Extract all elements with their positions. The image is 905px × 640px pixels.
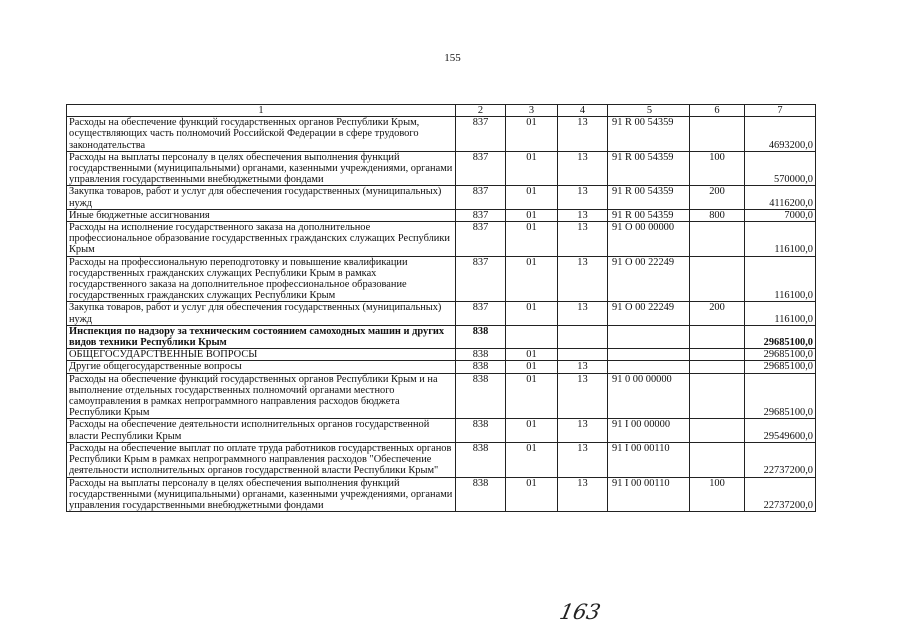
amount: 22737200,0 [745,477,816,512]
ministry-code: 838 [456,442,506,477]
amount: 116100,0 [745,256,816,302]
row-description: Расходы на выплаты персоналу в целях обеспечения выполнения функций государственными (муниципальными) органами, казенными учреждениями, органами управления государственными внебюджетными фондами [67,151,456,186]
row-description: Другие общегосударственные вопросы [67,361,456,373]
ministry-code: 838 [456,373,506,419]
target-article-code: 91 R 00 54359 [608,117,690,152]
row-description: Иные бюджетные ассигнования [67,209,456,221]
amount: 116100,0 [745,222,816,257]
ministry-code: 837 [456,222,506,257]
ministry-code: 838 [456,325,506,348]
section-code: 01 [506,151,558,186]
section-code: 01 [506,117,558,152]
section-code: 01 [506,186,558,209]
expense-type-code [690,442,745,477]
amount: 22737200,0 [745,442,816,477]
subsection-code: 13 [558,209,608,221]
row-description: Расходы на обеспечение деятельности исполнительных органов государственной власти Республики Крым [67,419,456,442]
section-code: 01 [506,442,558,477]
table-row [67,117,816,152]
ministry-code: 837 [456,151,506,186]
section-code: 01 [506,209,558,221]
column-header: 3 [506,105,558,117]
subsection-code: 13 [558,117,608,152]
table-row [67,151,816,186]
amount: 4693200,0 [745,117,816,152]
expense-type-code [690,373,745,419]
subsection-code: 13 [558,151,608,186]
row-description: Расходы на профессиональную переподготовку и повышение квалификации государственных гражданских служащих Республики Крым в рамках государственного заказа на дополнительное профессиональное образование государственных гражданских служащих Республики Крым [67,256,456,302]
column-header: 4 [558,105,608,117]
column-number-row [67,105,816,117]
expense-type-code: 200 [690,186,745,209]
amount: 29685100,0 [745,349,816,361]
amount: 29685100,0 [745,361,816,373]
ministry-code: 837 [456,186,506,209]
target-article-code: 91 I 00 00110 [608,477,690,512]
subsection-code: 13 [558,222,608,257]
section-code: 01 [506,302,558,325]
column-header: 5 [608,105,690,117]
handwritten-page-mark: 163 [557,600,603,624]
subsection-code: 13 [558,302,608,325]
row-description: Расходы на исполнение государственного заказа на дополнительное профессиональное образование государственных гражданских служащих Республики Крым [67,222,456,257]
section-code: 01 [506,361,558,373]
table-row [67,477,816,512]
subsection-code: 13 [558,256,608,302]
target-article-code: 91 0 00 00000 [608,373,690,419]
section-code: 01 [506,373,558,419]
row-description: Закупка товаров, работ и услуг для обеспечения государственных (муниципальных) нужд [67,186,456,209]
expense-type-code [690,222,745,257]
subsection-code: 13 [558,477,608,512]
ministry-code: 838 [456,361,506,373]
amount: 570000,0 [745,151,816,186]
table-row [67,186,816,209]
expense-type-code [690,256,745,302]
row-description: Расходы на обеспечение функций государственных органов Республики Крым, осуществляющих часть полномочий Российской Федерации в сфере трудового законодательства [67,117,456,152]
ministry-code: 837 [456,302,506,325]
column-header: 2 [456,105,506,117]
section-code: 01 [506,349,558,361]
table-row [67,302,816,325]
table-row [67,209,816,221]
target-article-code: 91 R 00 54359 [608,151,690,186]
table-row [67,325,816,348]
row-description: ОБЩЕГОСУДАРСТВЕННЫЕ ВОПРОСЫ [67,349,456,361]
table-row [67,222,816,257]
section-code: 01 [506,477,558,512]
expense-type-code [690,325,745,348]
row-description: Расходы на обеспечение выплат по оплате труда работников государственных органов Республики Крым в рамках непрограммного направления расходов "Обеспечение деятельности исполнительных органов государственной власти Республики Крым" [67,442,456,477]
row-description: Закупка товаров, работ и услуг для обеспечения государственных (муниципальных) нужд [67,302,456,325]
amount: 7000,0 [745,209,816,221]
target-article-code [608,325,690,348]
subsection-code: 13 [558,186,608,209]
subsection-code: 13 [558,442,608,477]
amount: 29685100,0 [745,373,816,419]
target-article-code: 91 R 00 54359 [608,186,690,209]
amount: 29685100,0 [745,325,816,348]
expense-type-code: 100 [690,477,745,512]
subsection-code: 13 [558,419,608,442]
target-article-code [608,361,690,373]
target-article-code: 91 I 00 00000 [608,419,690,442]
column-header: 1 [67,105,456,117]
table-row [67,256,816,302]
section-code: 01 [506,419,558,442]
table-row [67,361,816,373]
table-row [67,419,816,442]
ministry-code: 838 [456,419,506,442]
ministry-code: 837 [456,117,506,152]
row-description: Расходы на обеспечение функций государственных органов Республики Крым и на выполнение отдельных государственных полномочий органами местного самоуправления в рамках непрограммного направления расходов бюджета Республики Крым [67,373,456,419]
expense-type-code: 200 [690,302,745,325]
section-code: 01 [506,222,558,257]
subsection-code: 13 [558,373,608,419]
target-article-code: 91 О 00 00000 [608,222,690,257]
section-code: 01 [506,256,558,302]
target-article-code: 91 I 00 00110 [608,442,690,477]
row-description: Инспекция по надзору за техническим состоянием самоходных машин и других видов техники Республики Крым [67,325,456,348]
target-article-code [608,349,690,361]
ministry-code: 838 [456,477,506,512]
expense-type-code [690,349,745,361]
subsection-code [558,349,608,361]
section-code [506,325,558,348]
subsection-code: 13 [558,361,608,373]
subsection-code [558,325,608,348]
target-article-code: 91 R 00 54359 [608,209,690,221]
amount: 29549600,0 [745,419,816,442]
ministry-code: 837 [456,209,506,221]
target-article-code: 91 О 00 22249 [608,256,690,302]
expense-type-code [690,419,745,442]
budget-table [66,104,816,512]
target-article-code: 91 О 00 22249 [608,302,690,325]
ministry-code: 837 [456,256,506,302]
ministry-code: 838 [456,349,506,361]
row-description: Расходы на выплаты персоналу в целях обеспечения выполнения функций государственными (муниципальными) органами, казенными учреждениями, органами управления государственными внебюджетными фондами [67,477,456,512]
table-row [67,442,816,477]
page-number: 155 [444,52,461,64]
column-header: 7 [745,105,816,117]
table-row [67,349,816,361]
expense-type-code: 100 [690,151,745,186]
amount: 4116200,0 [745,186,816,209]
expense-type-code [690,361,745,373]
expense-type-code: 800 [690,209,745,221]
amount: 116100,0 [745,302,816,325]
column-header: 6 [690,105,745,117]
table-row [67,373,816,419]
expense-type-code [690,117,745,152]
table-body [67,105,816,512]
